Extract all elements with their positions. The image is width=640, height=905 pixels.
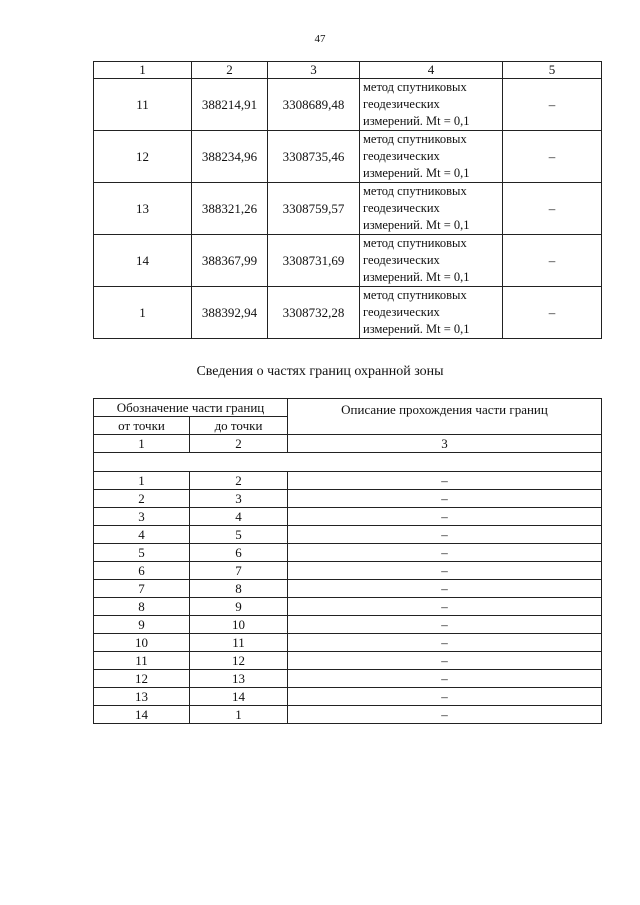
- to-point-cell: 11: [190, 634, 288, 652]
- method-line: геодезических: [363, 253, 440, 267]
- col-number-5: 5: [503, 62, 602, 79]
- method-cell: [360, 235, 503, 287]
- description-cell: –: [288, 544, 602, 562]
- x-coordinate-cell: 388392,94: [192, 287, 268, 339]
- from-point-cell: 8: [94, 598, 190, 616]
- method-line: измерений. Mt = 0,1: [363, 270, 470, 284]
- description-cell: –: [288, 490, 602, 508]
- y-coordinate-cell: 3308732,28: [268, 287, 360, 339]
- method-line: геодезических: [363, 149, 440, 163]
- x-coordinate-cell: 388367,99: [192, 235, 268, 287]
- boundary-part-designation-header: Обозначение части границ: [94, 399, 288, 417]
- from-point-cell: 7: [94, 580, 190, 598]
- method-cell: [360, 287, 503, 339]
- to-point-cell: 14: [190, 688, 288, 706]
- method-line: измерений. Mt = 0,1: [363, 114, 470, 128]
- point-number-cell: 14: [94, 235, 192, 287]
- description-cell: –: [288, 688, 602, 706]
- from-point-cell: 10: [94, 634, 190, 652]
- to-point-cell: 4: [190, 508, 288, 526]
- table-row: [94, 508, 602, 526]
- table-row: [94, 706, 602, 724]
- point-number-cell: 12: [94, 131, 192, 183]
- from-point-cell: 11: [94, 652, 190, 670]
- table-row: [94, 670, 602, 688]
- y-coordinate-cell: 3308731,69: [268, 235, 360, 287]
- y-coordinate-cell: 3308689,48: [268, 79, 360, 131]
- table-row: [94, 544, 602, 562]
- col-number-3: 3: [268, 62, 360, 79]
- table-row: [94, 598, 602, 616]
- description-cell: –: [288, 652, 602, 670]
- x-coordinate-cell: 388321,26: [192, 183, 268, 235]
- description-cell: –: [288, 472, 602, 490]
- col-number-1: 1: [94, 62, 192, 79]
- table-row: [94, 652, 602, 670]
- note-cell: –: [503, 131, 602, 183]
- method-line: метод спутниковых: [363, 288, 467, 302]
- table-row: [94, 183, 602, 235]
- boundary-parts-table: [93, 398, 602, 724]
- boundary-description-header: Описание прохождения части границ: [288, 399, 602, 435]
- to-point-cell: 5: [190, 526, 288, 544]
- from-point-cell: 1: [94, 472, 190, 490]
- table-row: [94, 490, 602, 508]
- method-line: геодезических: [363, 201, 440, 215]
- from-point-cell: 13: [94, 688, 190, 706]
- to-point-cell: 2: [190, 472, 288, 490]
- col-number-4: 4: [360, 62, 503, 79]
- method-line: метод спутниковых: [363, 184, 467, 198]
- coordinates-table-header-row: [94, 62, 602, 79]
- note-cell: –: [503, 79, 602, 131]
- table-row: [94, 634, 602, 652]
- method-line: геодезических: [363, 305, 440, 319]
- x-coordinate-cell: 388234,96: [192, 131, 268, 183]
- table-row: [94, 235, 602, 287]
- note-cell: –: [503, 235, 602, 287]
- parts-header-row-1: [94, 399, 602, 417]
- table-row: [94, 79, 602, 131]
- from-point-header: от точки: [94, 417, 190, 435]
- description-cell: –: [288, 634, 602, 652]
- description-cell: –: [288, 598, 602, 616]
- description-cell: –: [288, 616, 602, 634]
- method-line: метод спутниковых: [363, 80, 467, 94]
- from-point-cell: 14: [94, 706, 190, 724]
- from-point-cell: 3: [94, 508, 190, 526]
- x-coordinate-cell: 388214,91: [192, 79, 268, 131]
- from-point-cell: 12: [94, 670, 190, 688]
- note-cell: –: [503, 287, 602, 339]
- method-line: метод спутниковых: [363, 132, 467, 146]
- coordinates-table: [93, 61, 602, 339]
- table-row: [94, 580, 602, 598]
- to-point-cell: 12: [190, 652, 288, 670]
- table-row: [94, 131, 602, 183]
- description-cell: –: [288, 526, 602, 544]
- parts-blank-row: [94, 453, 602, 472]
- to-point-header: до точки: [190, 417, 288, 435]
- table-row: [94, 562, 602, 580]
- table-row: [94, 472, 602, 490]
- method-line: геодезических: [363, 97, 440, 111]
- to-point-cell: 3: [190, 490, 288, 508]
- method-line: измерений. Mt = 0,1: [363, 322, 470, 336]
- method-line: метод спутниковых: [363, 236, 467, 250]
- to-point-cell: 6: [190, 544, 288, 562]
- method-cell: [360, 79, 503, 131]
- description-cell: –: [288, 580, 602, 598]
- to-point-cell: 9: [190, 598, 288, 616]
- section-title: Сведения о частях границ охранной зоны: [196, 364, 444, 379]
- blank-cell: [94, 453, 602, 472]
- description-cell: –: [288, 670, 602, 688]
- method-line: измерений. Mt = 0,1: [363, 218, 470, 232]
- point-number-cell: 13: [94, 183, 192, 235]
- from-point-cell: 2: [94, 490, 190, 508]
- method-cell: [360, 131, 503, 183]
- table-row: [94, 287, 602, 339]
- to-point-cell: 7: [190, 562, 288, 580]
- from-point-cell: 4: [94, 526, 190, 544]
- col-number-2: 2: [190, 435, 288, 453]
- from-point-cell: 6: [94, 562, 190, 580]
- from-point-cell: 9: [94, 616, 190, 634]
- point-number-cell: 1: [94, 287, 192, 339]
- method-cell: [360, 183, 503, 235]
- col-number-1: 1: [94, 435, 190, 453]
- col-number-2: 2: [192, 62, 268, 79]
- to-point-cell: 8: [190, 580, 288, 598]
- to-point-cell: 13: [190, 670, 288, 688]
- parts-number-row: [94, 435, 602, 453]
- from-point-cell: 5: [94, 544, 190, 562]
- page-number: 47: [314, 33, 326, 45]
- method-line: измерений. Mt = 0,1: [363, 166, 470, 180]
- point-number-cell: 11: [94, 79, 192, 131]
- note-cell: –: [503, 183, 602, 235]
- table-row: [94, 526, 602, 544]
- y-coordinate-cell: 3308759,57: [268, 183, 360, 235]
- description-cell: –: [288, 706, 602, 724]
- to-point-cell: 10: [190, 616, 288, 634]
- table-row: [94, 616, 602, 634]
- description-cell: –: [288, 562, 602, 580]
- to-point-cell: 1: [190, 706, 288, 724]
- table-row: [94, 688, 602, 706]
- col-number-3: 3: [288, 435, 602, 453]
- y-coordinate-cell: 3308735,46: [268, 131, 360, 183]
- description-cell: –: [288, 508, 602, 526]
